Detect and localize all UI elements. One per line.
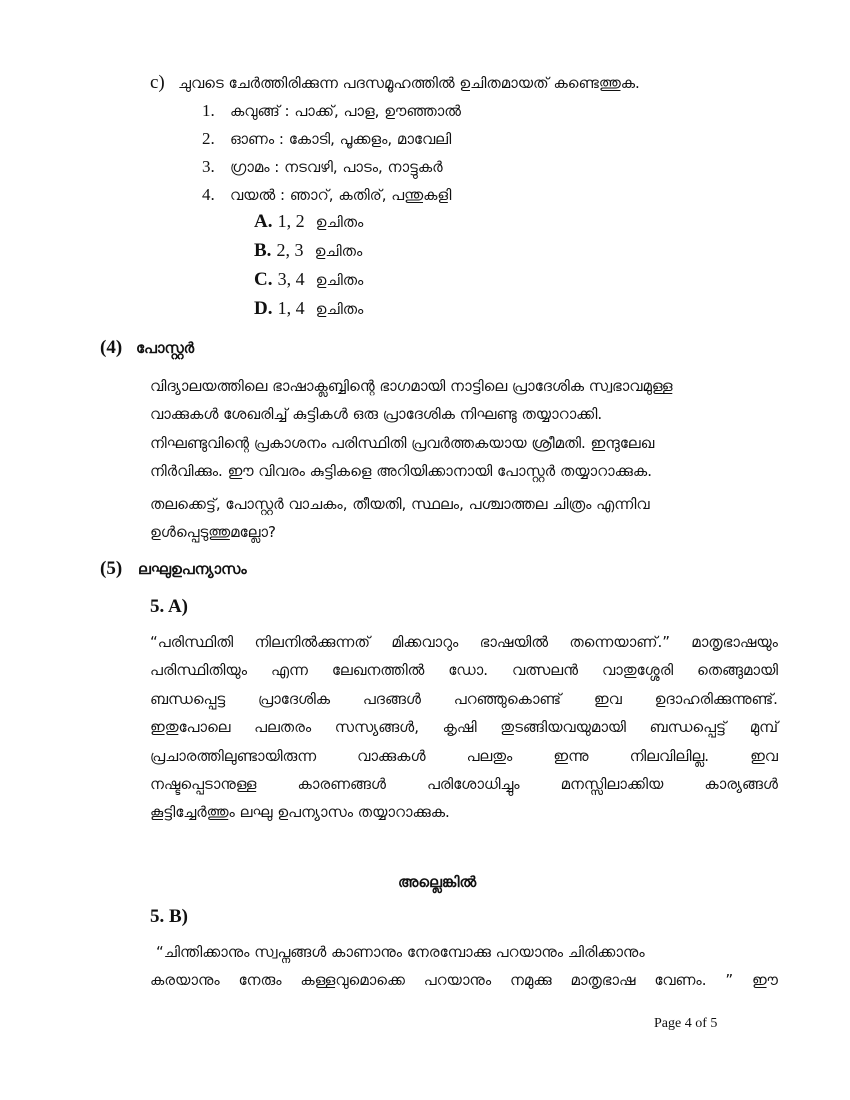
- word: ഇവ: [750, 746, 778, 765]
- part-b-paragraph: [150, 938, 778, 995]
- word: വാക്കുകൾ: [357, 746, 426, 765]
- word: വത്സലൻ: [511, 661, 579, 680]
- word: നിലനിൽക്കുന്നത്: [254, 633, 371, 651]
- word: നമുക്കു: [509, 971, 552, 990]
- word: തന്നെയാണ്.”: [569, 633, 670, 651]
- word: കരയാനും: [150, 971, 220, 990]
- paragraph-line: [150, 770, 778, 798]
- paragraph-line: വാക്കുകൾ ശേഖരിച്ച് കുട്ടികൾ ഒരു പ്രാദേശിക നിഘണ്ടു തയ്യാറാക്കി.: [150, 405, 603, 424]
- option-letter: C.: [254, 269, 273, 290]
- option-numbers: 1, 4: [277, 298, 305, 318]
- part-a-label: 5. A): [150, 596, 188, 617]
- word: സസ്യങ്ങൾ,: [334, 718, 420, 737]
- section-4-paragraph-2: [150, 490, 778, 547]
- question-c-instruction: ചുവടെ ചേർത്തിരിക്കുന്ന പദസമൂഹത്തിൽ ഉചിതമായത് കണ്ടെത്തുക.: [178, 74, 640, 92]
- option-c: [254, 269, 363, 291]
- item-number: 4.: [202, 185, 215, 204]
- paragraph-line: [150, 713, 778, 741]
- paragraph-line: ഉൾപ്പെടുത്തുമല്ലോ?: [150, 523, 276, 542]
- word: പലതരം: [254, 718, 312, 737]
- paragraph-line: [150, 685, 778, 713]
- word: കാര്യങ്ങൾ: [704, 775, 778, 794]
- option-d: [254, 298, 363, 320]
- word: ഭാഷയിൽ: [479, 633, 549, 651]
- item-number: 2.: [202, 129, 215, 148]
- word: പലതും: [466, 746, 513, 765]
- option-word: ഉചിതം: [315, 300, 364, 318]
- word: മിക്കവാറും: [391, 633, 459, 651]
- section-4-paragraph-1: [150, 372, 778, 486]
- item-text: ഓണം : കോടി, പൂക്കളം, മാവേലി: [230, 130, 452, 148]
- item-number: 3.: [202, 157, 215, 176]
- paragraph-line: [150, 742, 778, 770]
- word: ഇന്നു: [553, 746, 589, 765]
- word: ബന്ധപ്പെട്ട: [150, 689, 226, 708]
- word: പറഞ്ഞുകൊണ്ട്: [453, 689, 562, 708]
- option-a: [254, 211, 363, 233]
- paragraph-line: നിർവിക്കും. ഈ വിവരം കുട്ടികളെ അറിയിക്കാനായി പോസ്റ്റർ തയ്യാറാക്കുക.: [150, 462, 652, 481]
- paragraph-line: നിഘണ്ടുവിന്റെ പ്രകാശനം പരിസ്ഥിതി പ്രവർത്തകയായ ശ്രീമതി. ഇന്ദുലേഖ: [150, 433, 655, 452]
- word: മാതൃഭാഷയും: [691, 633, 778, 651]
- word: പ്രാദേശിക: [257, 689, 331, 708]
- word: ഇവ: [593, 689, 622, 708]
- word: തെങ്ങുമായി: [697, 661, 778, 680]
- section-5-title: ലഘുഉപന്യാസം: [138, 560, 247, 578]
- word: തുടങ്ങിയവയുമായി: [500, 718, 626, 737]
- word: ഇതുപോലെ: [150, 718, 231, 737]
- item-number: 1.: [202, 101, 215, 120]
- option-word: ഉചിതം: [315, 213, 364, 231]
- word: ലേഖനത്തിൽ: [331, 661, 425, 680]
- word: ഡോ.: [448, 661, 489, 680]
- section-5-number: (5): [100, 558, 123, 579]
- word: നഷ്ടപ്പെടാനുള്ള: [150, 775, 257, 794]
- item-text: കവുങ്ങ് : പാക്ക്, പാള, ഊഞ്ഞാൽ: [230, 102, 461, 120]
- option-numbers: 1, 2: [277, 211, 305, 231]
- part-a-paragraph: [150, 628, 778, 827]
- option-letter: A.: [254, 211, 273, 232]
- option-word: ഉചിതം: [315, 271, 364, 289]
- section-4-title: പോസ്റ്റർ: [136, 339, 195, 357]
- paragraph-line: [150, 656, 778, 684]
- page-number: Page 4 of 5: [654, 1016, 718, 1031]
- word: പരിസ്ഥിതിയും: [150, 661, 248, 680]
- word: വാതുശ്ശേരി: [601, 661, 674, 680]
- question-c-label: c): [150, 72, 165, 93]
- paragraph-line: കൂട്ടിച്ചേർത്തും ലഘു ഉപന്യാസം തയ്യാറാക്കുക.: [150, 803, 450, 822]
- option-letter: D.: [254, 298, 273, 319]
- part-b-label: 5. B): [150, 906, 188, 927]
- word: പരിശോധിച്ചും: [426, 775, 520, 794]
- word: എന്ന: [270, 661, 308, 680]
- option-numbers: 3, 4: [277, 269, 305, 289]
- word: നേരും: [238, 971, 282, 990]
- paragraph-line: “ചിന്തിക്കാനും സ്വപ്നങ്ങൾ കാണാനും നേരമ്പോക്കു പറയാനും ചിരിക്കാനും: [156, 943, 645, 961]
- option-b: [254, 240, 362, 262]
- word: ”: [725, 971, 734, 990]
- word: കള്ളവുമൊക്കെ: [300, 971, 405, 990]
- word: “പരിസ്ഥിതി: [150, 633, 234, 651]
- word: കാരണങ്ങൾ: [297, 775, 386, 794]
- or-divider-text: അല്ലെങ്കിൽ: [398, 873, 477, 891]
- item-text: ഗ്രാമം : നടവഴി, പാടം, നാട്ടുകർ: [230, 158, 443, 176]
- option-word: ഉചിതം: [314, 242, 363, 260]
- paragraph-line: [150, 966, 778, 994]
- word: മാതൃഭാഷ: [570, 971, 636, 990]
- paragraph-line: വിദ്യാലയത്തിലെ ഭാഷാക്ലബ്ബിന്റെ ഭാഗമായി നാട്ടിലെ പ്രാദേശിക സ്വഭാവമുള്ള: [150, 377, 673, 395]
- paragraph-line: തലക്കെട്ട്, പോസ്റ്റർ വാചകം, തീയതി, സ്ഥലം, പശ്ചാത്തല ചിത്രം എന്നിവ: [150, 495, 650, 513]
- section-4-number: (4): [100, 337, 123, 358]
- word: ഉദാഹരിക്കുന്നുണ്ട്.: [654, 689, 778, 708]
- word: പദങ്ങൾ: [362, 689, 421, 708]
- option-letter: B.: [254, 240, 272, 261]
- word: മനസ്സിലാക്കിയ: [560, 775, 664, 794]
- word: മുമ്പ്: [749, 718, 778, 737]
- word: നിലവിലില്ല.: [629, 746, 710, 765]
- item-text: വയൽ : ഞാറ്, കതിര്, പന്തുകളി: [230, 186, 452, 204]
- word: പറയാനും: [423, 971, 492, 990]
- paragraph-line: [150, 628, 778, 656]
- option-numbers: 2, 3: [276, 240, 304, 260]
- word: ബന്ധപ്പെട്ട്: [649, 718, 727, 737]
- word: പ്രചാരത്തിലുണ്ടായിരുന്ന: [150, 746, 317, 765]
- word: കൃഷി: [442, 718, 477, 737]
- word: ഈ: [751, 971, 778, 990]
- word: വേണം.: [654, 971, 707, 990]
